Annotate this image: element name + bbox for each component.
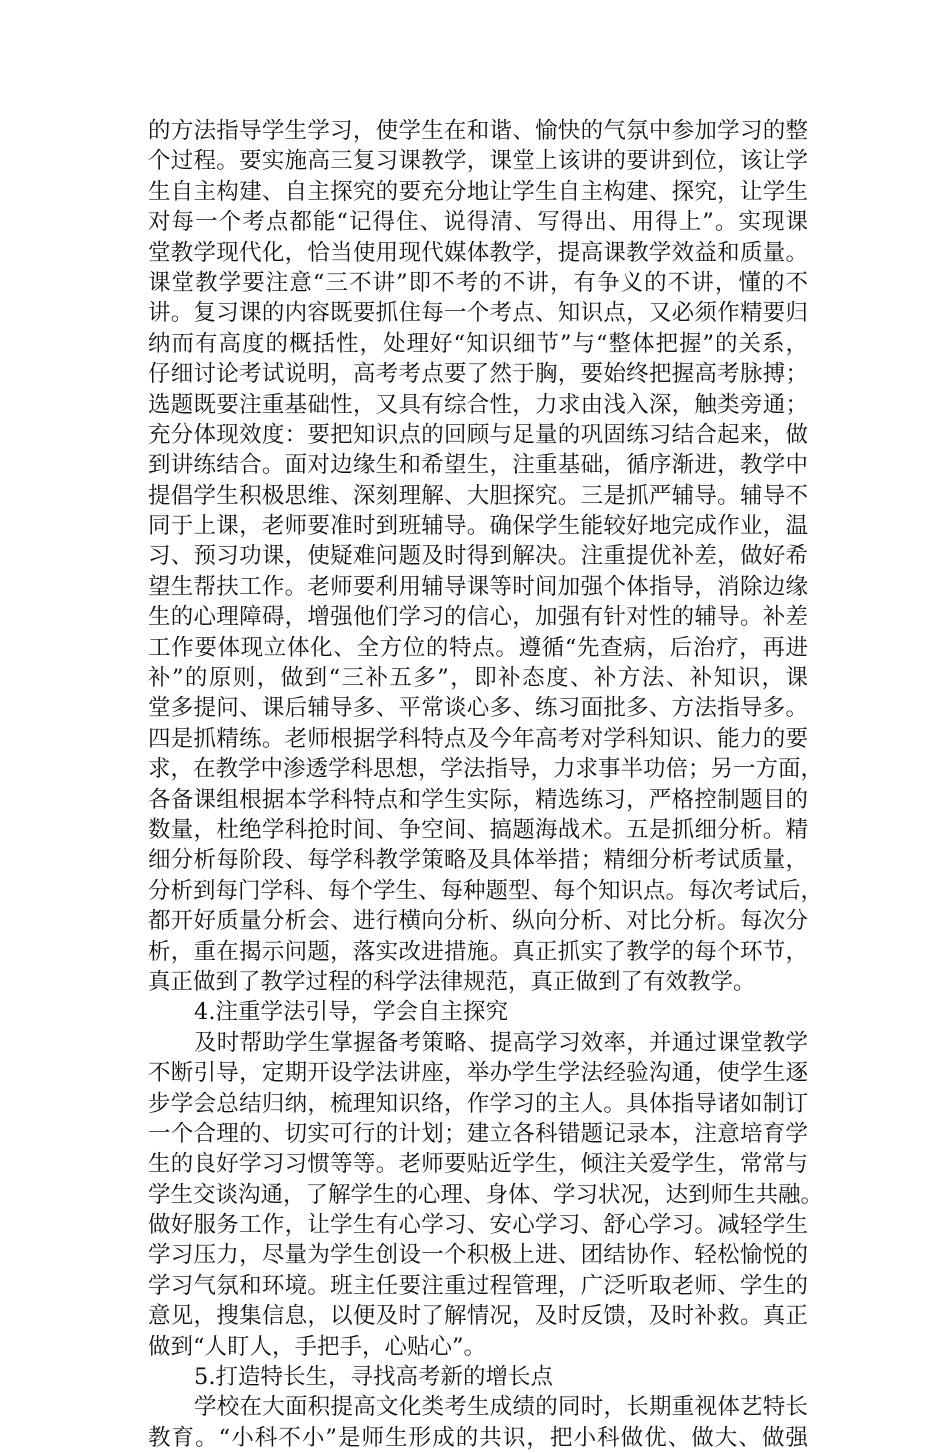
text-line: 各备课组根据本学科特点和学生实际，精选练习，严格控制题目的 — [148, 786, 808, 813]
text-line: 学生交谈沟通，了解学生的心理、身体、学习状况，达到师生共融。 — [148, 1181, 824, 1208]
paragraph-section-4 — [148, 1028, 824, 1362]
text-line: 析，重在揭示问题，落实改进措施。真正抓实了教学的每个环节， — [148, 938, 808, 965]
text-line: 纳而有高度的概括性，处理好“知识细节”与“整体把握”的关系， — [148, 330, 808, 357]
text-line: 数量，杜绝学科抢时间、争空间、搞题海战术。五是抓细分析。精 — [148, 816, 808, 843]
text-line: 教育。“小科不小”是师生形成的共识，把小科做优、做大、做强 — [148, 1424, 808, 1451]
text-line: 生的良好学习习惯等等。老师要贴近学生，倾注关爱学生，常常与 — [148, 1151, 808, 1178]
text-line: 选题既要注重基础性，又具有综合性，力求由浅入深，触类旁通； — [148, 391, 808, 418]
text-line: 学习压力，尽量为学生创设一个积极上进、团结协作、轻松愉悦的 — [148, 1242, 808, 1269]
text-line: 做到“人盯人，手把手，心贴心”。 — [148, 1333, 487, 1360]
text-line: 意见，搜集信息，以便及时了解情况，及时反馈，及时补救。真正 — [148, 1303, 808, 1330]
text-line: 个过程。要实施高三复习课教学，课堂上该讲的要讲到位，该让学 — [148, 148, 808, 175]
text-line: 到讲练结合。面对边缘生和希望生，注重基础，循序渐进，教学中 — [148, 452, 808, 479]
text-line: 堂多提问、课后辅导多、平常谈心多、练习面批多、方法指导多。 — [148, 695, 808, 722]
text-line: 真正做到了教学过程的科学法律规范，真正做到了有效教学。 — [148, 968, 756, 995]
text-line: 讲。复习课的内容既要抓住每一个考点、知识点，又必须作精要归 — [148, 300, 808, 327]
text-line: 的方法指导学生学习，使学生在和谐、愉快的气氛中参加学习的整 — [148, 118, 808, 144]
text-line: 四是抓精练。老师根据学科特点及今年高考对学科知识、能力的要 — [148, 725, 808, 752]
text-line: 望生帮扶工作。老师要利用辅导课等时间加强个体指导，消除边缘 — [148, 573, 808, 600]
text-line: 对每一个考点都能“记得住、说得清、写得出、用得上”。实现课 — [148, 209, 808, 236]
text-line: 同于上课，老师要准时到班辅导。确保学生能较好地完成作业，温 — [148, 513, 808, 540]
section-heading-5: 5.打造特长生，寻找高考新的增长点 — [194, 1364, 553, 1391]
text-line: 提倡学生积极思维、深刻理解、大胆探究。三是抓严辅导。辅导不 — [148, 482, 808, 509]
text-line: 做好服务工作，让学生有心学习、安心学习、舒心学习。减轻学生 — [148, 1212, 808, 1239]
text-line: 步学会总结归纳，梳理知识络，作学习的主人。具体指导诸如制订 — [148, 1090, 808, 1117]
text-line: 求，在教学中渗透学科思想，学法指导，力求事半功倍；另一方面， — [148, 756, 824, 783]
text-line: 一个合理的、切实可行的计划；建立各科错题记录本，注意培育学 — [148, 1120, 808, 1147]
text-line: 不断引导，定期开设学法讲座，举办学生学法经验沟通，使学生逐 — [148, 1060, 808, 1087]
text-line: 分析到每门学科、每个学生、每种题型、每个知识点。每次考试后， — [148, 877, 824, 904]
text-line: 补”的原则，做到“三补五多”，即补态度、补方法、补知识，课 — [148, 665, 808, 692]
text-line: 仔细讨论考试说明，高考考点要了然于胸，要始终把握高考脉搏； — [148, 361, 808, 388]
text-line: 生的心理障碍，增强他们学习的信心，加强有针对性的辅导。补差 — [148, 604, 808, 631]
paragraph-section-3 — [148, 116, 824, 997]
text-line: 习、预习功课，使疑难问题及时得到解决。注重提优补差，做好希 — [148, 543, 808, 570]
text-line: 学校在大面积提高文化类考生成绩的同时，长期重视体艺特长 — [194, 1394, 808, 1421]
document-body — [148, 116, 824, 1453]
text-line: 生自主构建、自主探究的要充分地让学生自主构建、探究，让学生 — [148, 178, 808, 205]
text-line: 充分体现效度：要把知识点的回顾与足量的巩固练习结合起来，做 — [148, 421, 808, 448]
paragraph-section-5 — [148, 1392, 808, 1453]
text-line: 及时帮助学生掌握备考策略、提高学习效率，并通过课堂教学 — [194, 1029, 808, 1056]
section-heading-4: 4.注重学法引导，学会自主探究 — [194, 999, 508, 1026]
text-line: 课堂教学要注意“三不讲”即不考的不讲，有争义的不讲，懂的不 — [148, 269, 808, 296]
text-line: 细分析每阶段、每学科教学策略及具体举措；精细分析考试质量， — [148, 847, 808, 874]
text-line: 都开好质量分析会、进行横向分析、纵向分析、对比分析。每次分 — [148, 908, 808, 935]
text-line: 堂教学现代化，恰当使用现代媒体教学，提高课教学效益和质量。 — [148, 239, 808, 266]
text-line: 工作要体现立体化、全方位的特点。遵循“先查病，后治疗，再进 — [148, 634, 808, 661]
text-line: 学习气氛和环境。班主任要注重过程管理，广泛听取老师、学生的 — [148, 1272, 808, 1299]
